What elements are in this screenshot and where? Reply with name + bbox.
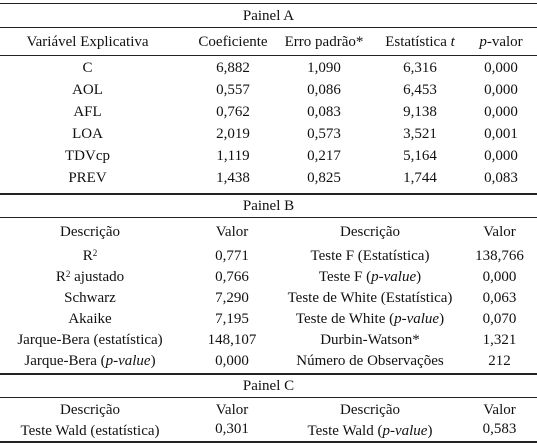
stat-value-right: 0,063 bbox=[482, 290, 517, 306]
row-p: 0,001 bbox=[484, 126, 518, 142]
stat-value-left: 0,000 bbox=[215, 353, 249, 369]
stat-desc-right: Número de Observações bbox=[296, 353, 444, 369]
wald-desc-right: Teste Wald (p-value) bbox=[307, 423, 433, 439]
stat-value-right: 212 bbox=[488, 353, 511, 369]
rule-panel-b-end bbox=[0, 373, 537, 375]
stat-value-left: 7,195 bbox=[215, 311, 249, 327]
stat-desc-left: $R^2$ bbox=[82, 248, 98, 264]
rule-panel-c-title bbox=[0, 397, 537, 398]
stat-desc-right: Durbin-Watson* bbox=[320, 332, 420, 348]
rule-panel-b-title bbox=[0, 217, 537, 218]
row-stat: 6,453 bbox=[403, 82, 437, 98]
panel-c-title: Painel C bbox=[242, 378, 295, 394]
row-se: 0,217 bbox=[307, 148, 341, 164]
header-se: Erro padrão* bbox=[284, 34, 364, 50]
rule-panel-a-end bbox=[0, 193, 537, 195]
header-value-right: Valor bbox=[483, 224, 516, 240]
stat-desc-left: Schwarz bbox=[64, 290, 116, 306]
stat-value-left: 7,290 bbox=[215, 290, 249, 306]
header-stat: Estatística t bbox=[385, 34, 455, 50]
row-p: 0,000 bbox=[484, 148, 518, 164]
stat-value-right: 1,321 bbox=[482, 332, 517, 348]
stat-desc-right: Teste de White (p-value) bbox=[295, 311, 445, 327]
row-se: 0,086 bbox=[307, 82, 341, 98]
row-coef: 6,882 bbox=[216, 60, 250, 76]
stat-value-right: 138,766 bbox=[475, 248, 524, 264]
stat-desc-right: Teste de White (Estatística) bbox=[287, 290, 453, 306]
wald-value-right: 0,583 bbox=[482, 421, 517, 437]
stat-value-left: 0,771 bbox=[215, 248, 249, 264]
row-coef: 0,557 bbox=[216, 82, 250, 98]
row-se: 0,083 bbox=[307, 104, 341, 120]
stat-desc-right: Teste F (Estatística) bbox=[310, 248, 430, 264]
panel-a-title: Painel A bbox=[242, 8, 295, 24]
stat-value-right: 0,070 bbox=[482, 311, 517, 327]
row-stat: 6,316 bbox=[403, 60, 437, 76]
row-coef: 2,019 bbox=[216, 126, 250, 142]
row-var: TDVcp bbox=[65, 148, 110, 164]
row-se: 1,090 bbox=[307, 60, 341, 76]
row-se: 0,825 bbox=[307, 170, 341, 186]
wald-value-left: 0,301 bbox=[215, 421, 249, 437]
header-coef: Coeficiente bbox=[198, 34, 268, 50]
wald-desc-left: Teste Wald (estatística) bbox=[20, 423, 160, 439]
row-se: 0,573 bbox=[307, 126, 341, 142]
header-desc-right: Descrição bbox=[340, 224, 400, 240]
stat-value-left: 148,107 bbox=[207, 332, 257, 348]
row-var: AFL bbox=[73, 104, 102, 120]
row-coef: 1,438 bbox=[216, 170, 250, 186]
row-p: 0,000 bbox=[484, 82, 518, 98]
row-coef: 0,762 bbox=[216, 104, 250, 120]
row-var: PREV bbox=[68, 170, 107, 186]
header-value-left: Valor bbox=[215, 402, 249, 418]
rule-top bbox=[0, 3, 537, 4]
stat-desc-right: Teste F (p-value) bbox=[318, 269, 422, 285]
stat-value-right: 0,000 bbox=[482, 269, 517, 285]
row-stat: 1,744 bbox=[403, 170, 437, 186]
header-desc-left: Descrição bbox=[60, 402, 120, 418]
panel-b-title: Painel B bbox=[242, 198, 295, 214]
rule-bottom bbox=[0, 441, 537, 443]
stat-desc-left: $R^2$ ajustado bbox=[55, 269, 125, 285]
row-var: C bbox=[82, 60, 93, 76]
header-p: p-valor bbox=[479, 34, 523, 50]
row-p: 0,000 bbox=[484, 60, 518, 76]
row-stat: 5,164 bbox=[403, 148, 437, 164]
header-desc-left: Descrição bbox=[60, 224, 120, 240]
header-variable: Variável Explicativa bbox=[26, 34, 149, 50]
row-stat: 3,521 bbox=[403, 126, 437, 142]
rule-panel-a-header bbox=[0, 55, 537, 56]
header-value-right: Valor bbox=[483, 402, 516, 418]
row-coef: 1,119 bbox=[216, 148, 250, 164]
stat-desc-left: Jarque-Bera (p-value) bbox=[24, 353, 156, 369]
header-value-left: Valor bbox=[215, 224, 249, 240]
stat-desc-left: Akaike bbox=[68, 311, 112, 327]
stat-value-left: 0,766 bbox=[215, 269, 249, 285]
row-var: LOA bbox=[72, 126, 103, 142]
row-var: AOL bbox=[72, 82, 103, 98]
header-desc-right: Descrição bbox=[340, 402, 400, 418]
row-p: 0,083 bbox=[484, 170, 518, 186]
rule-panel-a-title bbox=[0, 27, 537, 28]
row-p: 0,000 bbox=[484, 104, 518, 120]
stat-desc-left: Jarque-Bera (estatística) bbox=[17, 332, 163, 348]
row-stat: 9,138 bbox=[403, 104, 437, 120]
